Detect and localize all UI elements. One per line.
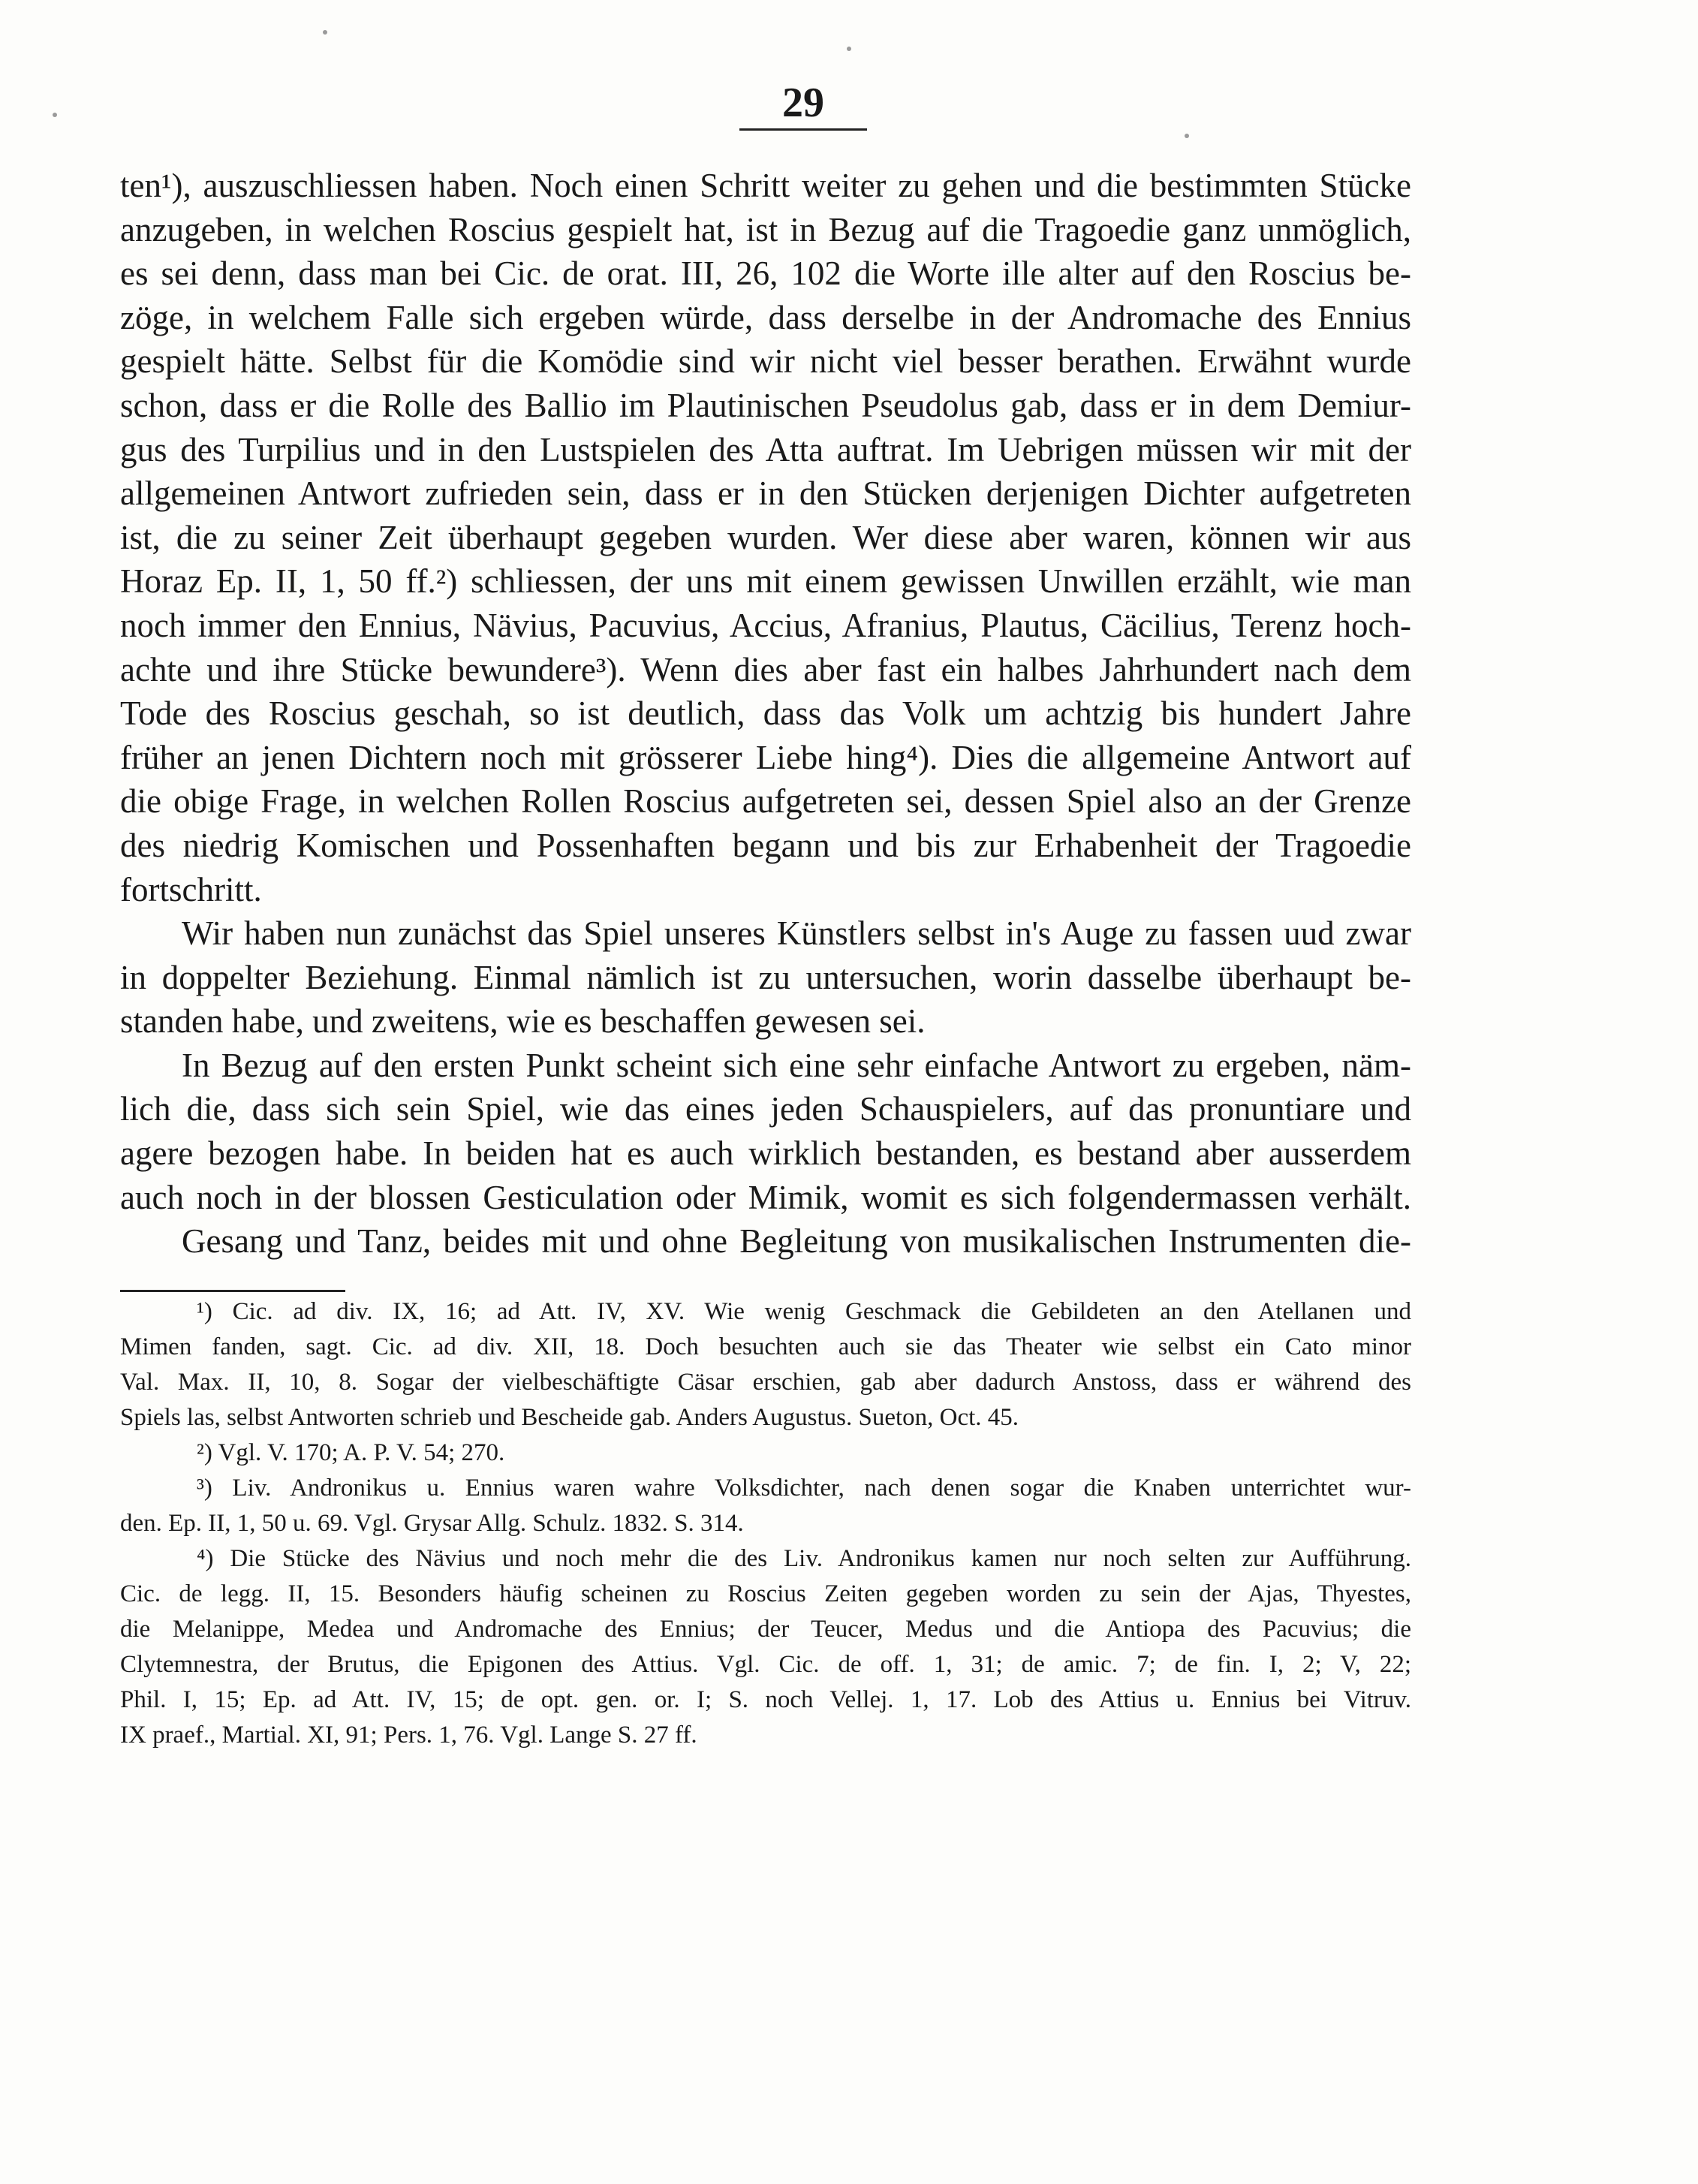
footnote-line: ¹) Cic. ad div. IX, 16; ad Att. IV, XV. Wie wenig Geschmack die Gebildeten an den Atellanen und [197, 1298, 1411, 1325]
text-line: in doppelter Beziehung. Einmal nämlich ist zu untersuchen, worin dasselbe überhaupt be- [120, 958, 1411, 996]
footnote-line: IX praef., Martial. XI, 91; Pers. 1, 76. Vgl. Lange S. 27 ff. [120, 1722, 697, 1749]
footnote-line: Phil. I, 15; Ep. ad Att. IV, 15; de opt. gen. or. I; S. noch Vellej. 1, 17. Lob des Attius u. Ennius bei Vitruv. [120, 1686, 1411, 1713]
text-line: Tode des Roscius geschah, so ist deutlich, dass das Volk um achtzig bis hundert Jahre [120, 694, 1411, 733]
footnote-divider [120, 1290, 345, 1292]
footnote-line: den. Ep. II, 1, 50 u. 69. Vgl. Grysar Allg. Schulz. 1832. S. 314. [120, 1510, 744, 1537]
text-line: gespielt hätte. Selbst für die Komödie sind wir nicht viel besser berathen. Erwähnt wurde [120, 342, 1411, 381]
footnote-line: ²) Vgl. V. 170; A. P. V. 54; 270. [197, 1439, 505, 1466]
text-line: anzugeben, in welchen Roscius gespielt hat, ist in Bezug auf die Tragoedie ganz unmöglich, [120, 210, 1411, 249]
text-line: fortschritt. [120, 870, 262, 908]
text-line: es sei denn, dass man bei Cic. de orat. III, 26, 102 die Worte ille alter auf den Roscius be- [120, 255, 1411, 293]
text-line: ten¹), auszuschliessen haben. Noch einen Schritt weiter zu gehen und die bestimmten Stücke [120, 167, 1411, 204]
footnote-line: Val. Max. II, 10, 8. Sogar der vielbeschäftigte Cäsar erschien, gab aber dadurch Anstoss, dass er während des [120, 1369, 1411, 1396]
footnote-line: ³) Liv. Andronikus u. Ennius waren wahre Volksdichter, nach denen sogar die Knaben unterrichtet wur- [197, 1475, 1411, 1502]
text-line: lich die, dass sich sein Spiel, wie das eines jeden Schauspielers, auf das pronuntiare und [120, 1090, 1411, 1128]
footnote-line: die Melanippe, Medea und Andromache des Ennius; der Teucer, Medus und die Antiopa des Pacuvius; die [120, 1616, 1411, 1643]
main-text [120, 164, 1411, 1264]
paragraph-start-line: Gesang und Tanz, beides mit und ohne Begleitung von musikalischen Instrumenten die- [182, 1222, 1411, 1261]
text-line: gus des Turpilius und in den Lustspielen des Atta auftrat. Im Uebrigen müssen wir mit der [120, 430, 1411, 468]
paragraph-start-line: Wir haben nun zunächst das Spiel unseres Künstlers selbst in's Auge zu fassen uud zwar [182, 914, 1411, 953]
text-line: früher an jenen Dichtern noch mit grösserer Liebe hing⁴). Dies die allgemeine Antwort auf [120, 738, 1411, 776]
footnote-line: Spiels las, selbst Antworten schrieb und Bescheide gab. Anders Augustus. Sueton, Oct. 45. [120, 1404, 1019, 1431]
text-line: noch immer den Ennius, Nävius, Pacuvius, Accius, Afranius, Plautus, Cäcilius, Terenz hoch- [120, 606, 1411, 644]
text-line: allgemeinen Antwort zufrieden sein, dass er in den Stücken derjenigen Dichter aufgetreten [120, 474, 1411, 513]
text-line: auch noch in der blossen Gesticulation oder Mimik, womit es sich folgendermassen verhält. [120, 1178, 1411, 1216]
page-number: 29 [739, 79, 867, 131]
footnote-line: ⁴) Die Stücke des Nävius und noch mehr die des Liv. Andronikus kamen nur noch selten zur Aufführung. [197, 1545, 1411, 1572]
text-line: des niedrig Komischen und Possenhaften begann und bis zur Erhabenheit der Tragoedie [120, 826, 1411, 864]
footnote-line: Clytemnestra, der Brutus, die Epigonen des Attius. Vgl. Cic. de off. 1, 31; de amic. 7; de fin. I, 2; V, 22; [120, 1651, 1411, 1678]
text-line: zöge, in welchem Falle sich ergeben würde, dass derselbe in der Andromache des Ennius [120, 298, 1411, 336]
text-line: standen habe, und zweitens, wie es beschaffen gewesen sei. [120, 1002, 926, 1041]
text-line: achte und ihre Stücke bewundere³). Wenn dies aber fast ein halbes Jahrhundert nach dem [120, 650, 1411, 688]
footnotes [120, 1294, 1411, 1753]
text-line: schon, dass er die Rolle des Ballio im Plautinischen Pseudolus gab, dass er in dem Demiur- [120, 386, 1411, 424]
footnote-line: Mimen fanden, sagt. Cic. ad div. XII, 18. Doch besuchten auch sie das Theater wie selbst ein Cato minor [120, 1333, 1411, 1360]
text-line: ist, die zu seiner Zeit überhaupt gegeben wurden. Wer diese aber waren, können wir aus [120, 518, 1411, 556]
paper-speck [847, 47, 851, 51]
text-line: die obige Frage, in welchen Rollen Roscius aufgetreten sei, dessen Spiel also an der Grenze [120, 782, 1411, 821]
text-line: agere bezogen habe. In beiden hat es auch wirklich bestanden, es bestand aber ausserdem [120, 1134, 1411, 1173]
text-line: Horaz Ep. II, 1, 50 ff.²) schliessen, der uns mit einem gewissen Unwillen erzählt, wie man [120, 562, 1411, 601]
paper-speck [1185, 134, 1189, 138]
paper-speck [323, 30, 327, 35]
paragraph-start-line: In Bezug auf den ersten Punkt scheint sich eine sehr einfache Antwort zu ergeben, näm- [182, 1046, 1411, 1084]
footnote-line: Cic. de legg. II, 15. Besonders häufig scheinen zu Roscius Zeiten gegeben worden zu sein der Ajas, Thyestes, [120, 1580, 1411, 1607]
paper-speck [53, 113, 57, 117]
